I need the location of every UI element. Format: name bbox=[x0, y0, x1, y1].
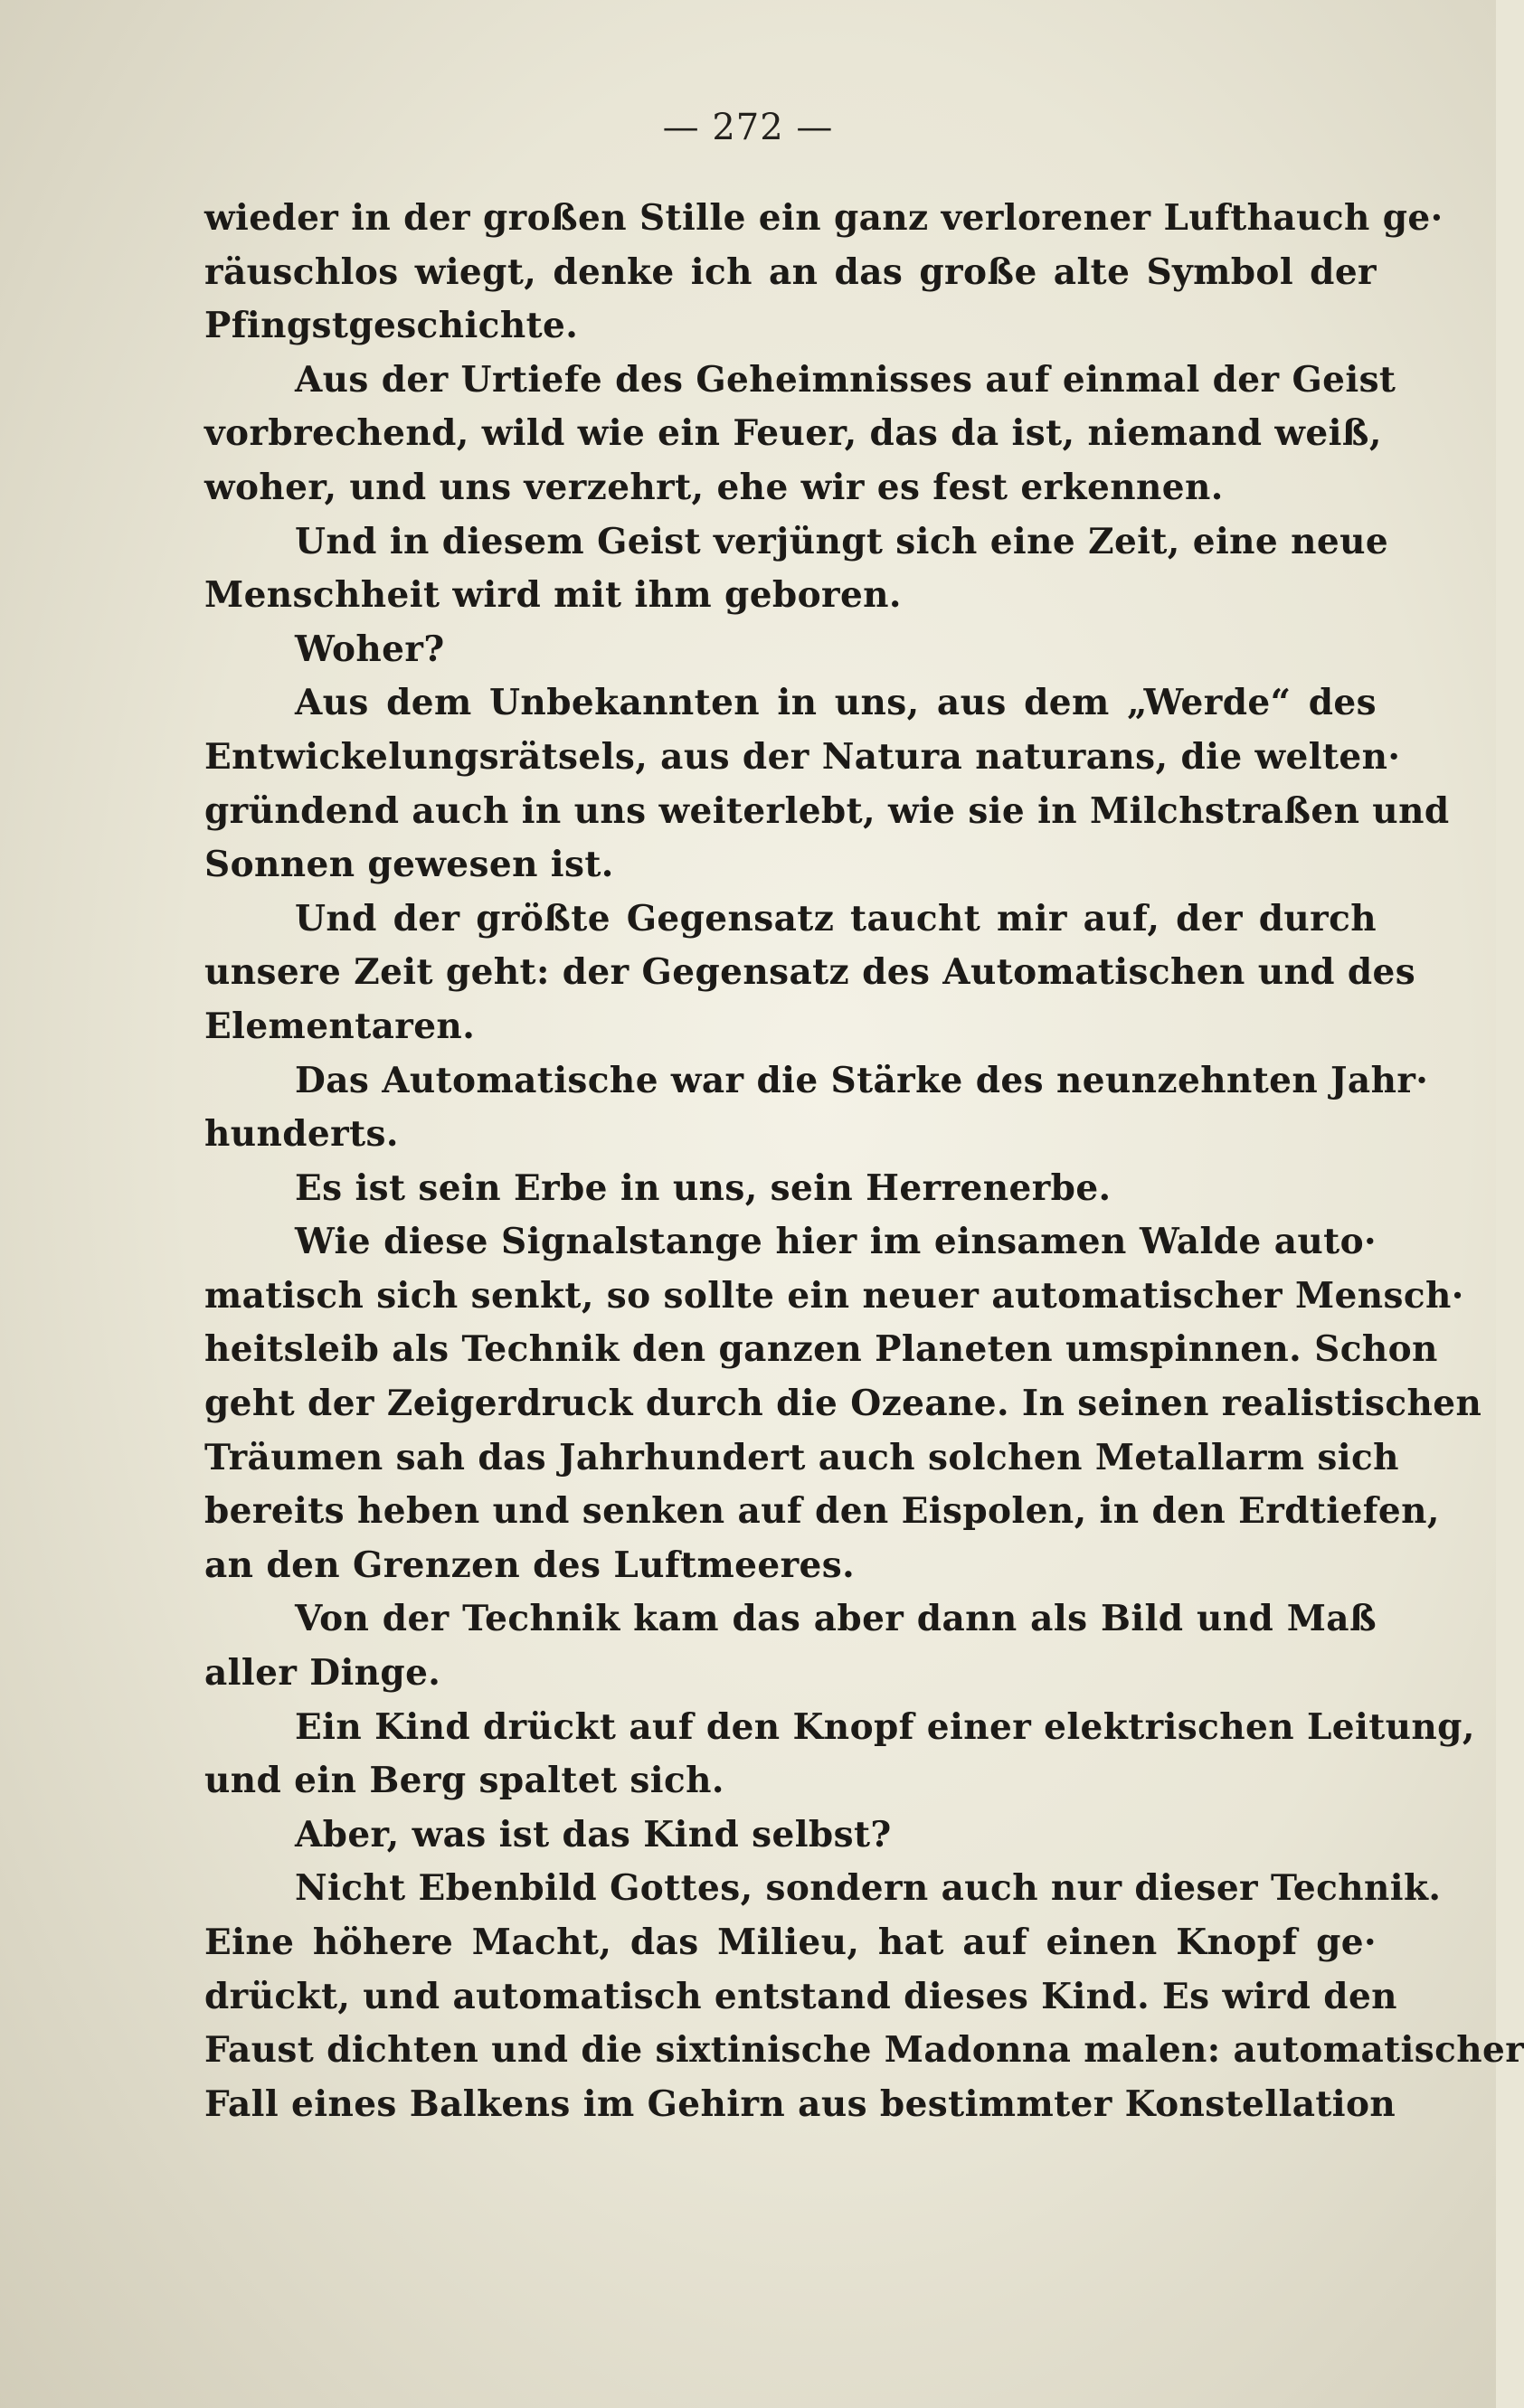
text-line: hunderts. bbox=[204, 1113, 399, 1156]
text-line: Eine höhere Macht, das Milieu, hat auf einen Knopf ge· bbox=[204, 1922, 1377, 1963]
text-line: Faust dichten und die sixtinische Madonna malen: automatischer bbox=[204, 2029, 1524, 2072]
text-line: Fall eines Balkens im Gehirn aus bestimmter Konstellation bbox=[204, 2082, 1396, 2125]
text-line: Elementaren. bbox=[204, 1005, 476, 1047]
text-line: Es ist sein Erbe in uns, sein Herrenerbe. bbox=[295, 1166, 1112, 1209]
text-line: wieder in der großen Stille ein ganz verlorener Lufthauch ge· bbox=[204, 197, 1444, 239]
text-line: Ein Kind drückt auf den Knopf einer elektrischen Leitung, bbox=[295, 1705, 1475, 1748]
text-line: aller Dinge. bbox=[204, 1652, 441, 1695]
text-line: woher, und uns verzehrt, ehe wir es fest erkennen. bbox=[204, 466, 1224, 508]
page-number: — 272 — bbox=[662, 107, 834, 148]
text-line: Wie diese Signalstange hier im einsamen Walde auto· bbox=[295, 1221, 1377, 1263]
text-line: Sonnen gewesen ist. bbox=[204, 844, 614, 886]
text-line: Träumen sah das Jahrhundert auch solchen Metallarm sich bbox=[204, 1436, 1399, 1478]
text-line: Woher? bbox=[295, 628, 445, 670]
text-line: Und der größte Gegensatz taucht mir auf, der durch bbox=[295, 897, 1377, 940]
text-line: Aus dem Unbekannten in uns, aus dem „Werde“ des bbox=[295, 682, 1377, 724]
text-line: heitsleib als Technik den ganzen Planeten umspinnen. Schon bbox=[204, 1328, 1438, 1371]
text-line: Von der Technik kam das aber dann als Bild und Maß bbox=[295, 1598, 1377, 1640]
text-line: matisch sich senkt, so sollte ein neuer automatischer Mensch· bbox=[204, 1274, 1464, 1317]
text-line: Das Automatische war die Stärke des neunzehnten Jahr· bbox=[295, 1059, 1429, 1101]
text-line: Menschheit wird mit ihm geboren. bbox=[204, 574, 902, 617]
text-line: vorbrechend, wild wie ein Feuer, das da ist, niemand weiß, bbox=[204, 412, 1382, 455]
text-line: geht der Zeigerdruck durch die Ozeane. In seinen realistischen bbox=[204, 1383, 1482, 1425]
text-line: gründend auch in uns weiterlebt, wie sie in Milchstraßen und bbox=[204, 789, 1450, 832]
text-line: an den Grenzen des Luftmeeres. bbox=[204, 1544, 856, 1586]
text-line: räuschlos wiegt, denke ich an das große alte Symbol der bbox=[204, 250, 1377, 293]
text-line: unsere Zeit geht: der Gegensatz des Automatischen und des bbox=[204, 951, 1416, 994]
text-line: Nicht Ebenbild Gottes, sondern auch nur dieser Technik. bbox=[295, 1867, 1442, 1910]
text-line: Entwickelungsrätsels, aus der Natura naturans, die welten· bbox=[204, 735, 1401, 778]
text-line: Aus der Urtiefe des Geheimnisses auf einmal der Geist bbox=[295, 358, 1396, 401]
text-line: Pfingstgeschichte. bbox=[204, 305, 579, 347]
text-line: Aber, was ist das Kind selbst? bbox=[295, 1813, 892, 1856]
text-line: drückt, und automatisch entstand dieses Kind. Es wird den bbox=[204, 1975, 1397, 2017]
text-line: und ein Berg spaltet sich. bbox=[204, 1760, 724, 1802]
text-line: Und in diesem Geist verjüngt sich eine Zeit, eine neue bbox=[295, 520, 1389, 562]
body-text bbox=[204, 192, 1524, 2131]
text-line: bereits heben und senken auf den Eispolen, in den Erdtiefen, bbox=[204, 1490, 1440, 1533]
